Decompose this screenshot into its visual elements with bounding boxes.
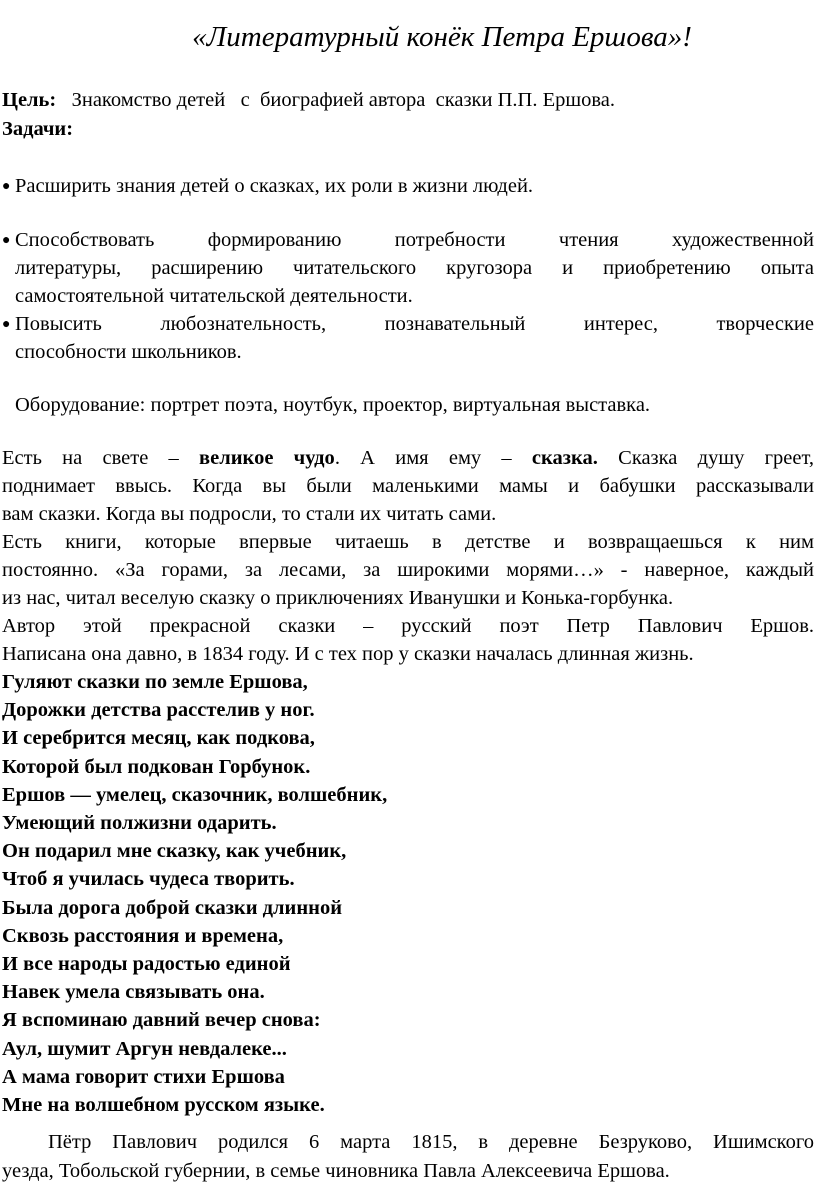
task-item-2-line: Способствовать формированию потребности чтения художественной — [15, 229, 814, 251]
task-item-3-line: способности школьников. — [15, 341, 242, 363]
poem-line: Я вспоминаю давний вечер снова: — [2, 1009, 321, 1032]
goal-line — [2, 87, 615, 113]
task-item-3-line: Повысить любознательность, познавательный интерес, творческие — [15, 313, 814, 335]
poem-line: Дорожки детства расстелив у ног. — [2, 699, 315, 722]
bullet-icon: ● — [2, 317, 11, 332]
poem-line: Навек умела связывать она. — [2, 981, 265, 1004]
poem-line: Сквозь расстояния и времена, — [2, 924, 284, 947]
poem-line: Аул, шумит Аргун невдалеке... — [2, 1037, 287, 1060]
poem-line: Чтоб я училась чудеса творить. — [2, 868, 295, 891]
poem-line: Ершов — умелец, сказочник, волшебник, — [2, 783, 388, 806]
bullet-icon: ● — [2, 179, 11, 194]
task-item-3 — [15, 310, 814, 366]
poem-line: И все народы радостью единой — [2, 953, 291, 976]
tasks-label: Задачи: — [2, 118, 74, 140]
task-item-2-line: самостоятельной читательской деятельности. — [15, 285, 413, 307]
poem-line: Умеющий полжизни одарить. — [2, 812, 277, 835]
poem-line: Мне на волшебном русском языке. — [2, 1094, 325, 1117]
intro-paragraph-2 — [2, 528, 814, 668]
poem — [2, 668, 387, 1119]
poem-line: Была дорога доброй сказки длинной — [2, 896, 343, 919]
intro-line: Написана она давно, в 1834 году. И с тех пор у сказки началась длинная жизнь. — [2, 643, 694, 665]
task-item-2 — [15, 226, 814, 310]
bio-line: Пётр Павлович родился 6 марта 1815, в деревне Безруково, Ишимского — [48, 1131, 814, 1153]
goal-label: Цель: — [2, 89, 57, 111]
intro-line: из нас, читал веселую сказку о приключениях Иванушки и Конька-горбунка. — [2, 587, 674, 609]
equipment-text: Оборудование: портрет поэта, ноутбук, проектор, виртуальная выставка. — [15, 394, 651, 416]
intro-line: вам сказки. Когда вы подросли, то стали их читать сами. — [2, 503, 497, 525]
poem-line: И серебрится месяц, как подкова, — [2, 727, 315, 750]
poem-line: А мама говорит стихи Ершова — [2, 1065, 285, 1088]
bio-line: уезда, Тобольской губернии, в семье чиновника Павла Алексеевича Ершова. — [2, 1160, 670, 1182]
task-item-1 — [15, 172, 814, 200]
intro-paragraph-1 — [2, 444, 814, 528]
poem-line: Которой был подкован Горбунок. — [2, 755, 311, 778]
bio-paragraph — [2, 1128, 814, 1186]
intro-line: Есть на свете – великое чудо. А имя ему – сказка. Сказка душу греет, — [2, 447, 815, 469]
task-item-2-line: литературы, расширению читательского кругозора и приобретению опыта — [15, 257, 814, 279]
poem-line: Он подарил мне сказку, как учебник, — [2, 840, 347, 863]
intro-line: поднимает ввысь. Когда вы были маленькими мамы и бабушки рассказывали — [2, 475, 814, 497]
intro-line: Автор этой прекрасной сказки – русский поэт Петр Павлович Ершов. — [2, 615, 814, 637]
intro-line: постоянно. «За горами, за лесами, за широкими морями…» - наверное, каждый — [2, 559, 814, 581]
task-item-1-line: Расширить знания детей о сказках, их роли в жизни людей. — [15, 175, 534, 197]
goal-text: Знакомство детей с биографией автора сказки П.П. Ершова. — [71, 89, 616, 111]
poem-line: Гуляют сказки по земле Ершова, — [2, 671, 308, 693]
page-title: «Литературный конёк Петра Ершова»! — [192, 21, 692, 53]
bullet-icon: ● — [2, 233, 11, 248]
intro-line: Есть книги, которые впервые читаешь в детстве и возвращаешься к ним — [2, 531, 814, 553]
